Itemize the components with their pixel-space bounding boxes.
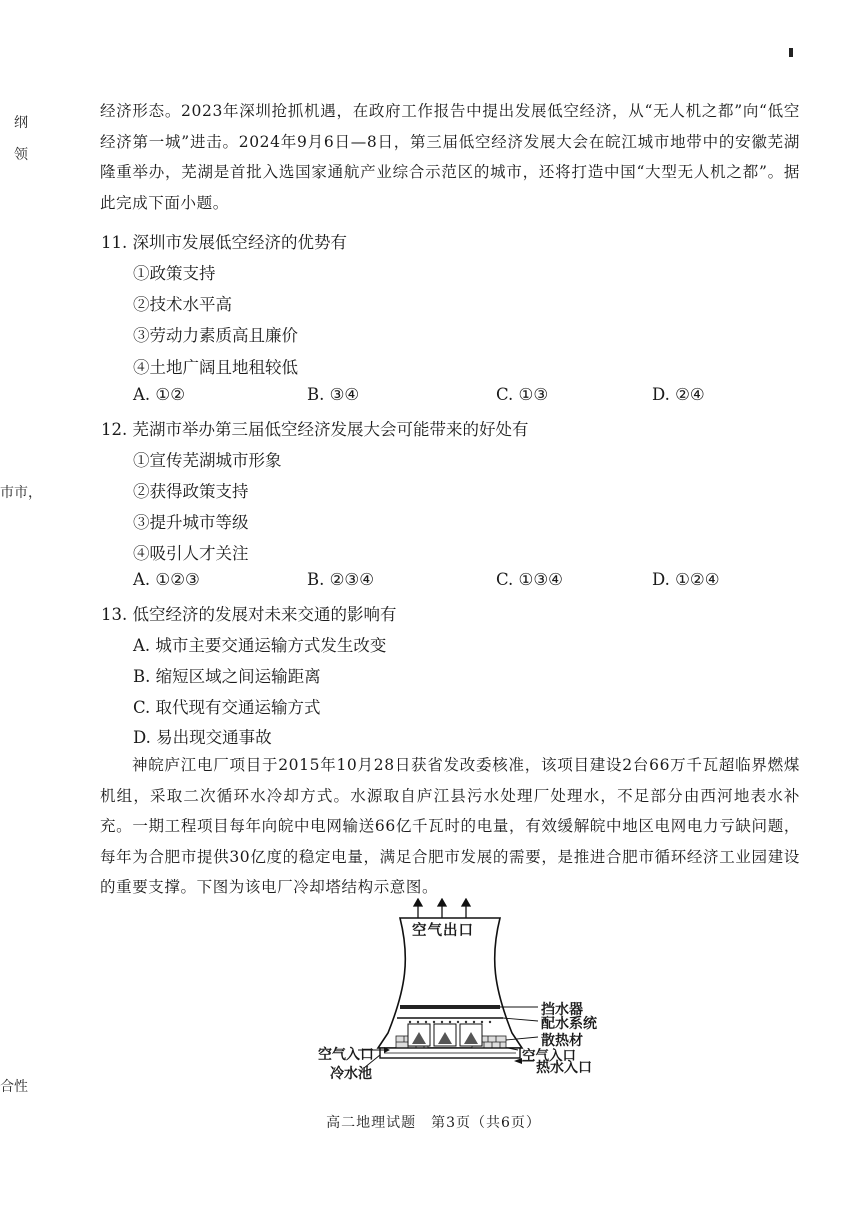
corner-mark: [789, 48, 793, 57]
question-11-stem: 11. 深圳市发展低空经济的优势有: [101, 233, 347, 252]
q11-choice-b[interactable]: B. ③④: [307, 385, 360, 404]
q11-choice-d[interactable]: D. ②④: [652, 385, 705, 404]
margin-mark-2: 领: [14, 147, 28, 163]
power-plant-paragraph: 神皖庐江电厂项目于2015年10月28日获省发改委核准，该项目建设2台66万千瓦超临界燃煤机组，采取二次循环水冷却方式。水源取自庐江县污水处理厂处理水，不足部分由西河地表水补充。一期工程项目每年向皖中电网输送66亿千瓦时的电量，有效缓解皖中地区电网电力亏缺问题，每年为合肥市提供30亿度的稳定电量，满足合肥市发展的需要，是推进合肥市循环经济工业园建设的重要支撑。下图为该电厂冷却塔结构示意图。: [100, 756, 800, 896]
label-mist-eliminator: 挡水器: [541, 1002, 583, 1018]
margin-mark-3: 巿市，: [0, 485, 42, 501]
q12-item-3: ③提升城市等级: [133, 513, 249, 532]
q13-choice-b[interactable]: B. 缩短区域之间运输距离: [133, 667, 321, 686]
air-outlet-arrows: [414, 899, 470, 918]
q12-choice-b[interactable]: B. ②③④: [307, 570, 374, 589]
q12-item-4: ④吸引人才关注: [133, 544, 249, 563]
q11-item-4: ④土地广阔且地租较低: [133, 358, 298, 377]
q11-item-1: ①政策支持: [133, 264, 216, 283]
q12-choice-c[interactable]: C. ①③④: [496, 570, 563, 589]
label-hot-water-inlet: 热水入口: [536, 1060, 592, 1076]
q11-item-2: ②技术水平高: [133, 295, 232, 314]
q13-choice-d[interactable]: D. 易出现交通事故: [133, 728, 272, 747]
label-air-inlet-right: 空气入口: [522, 1048, 576, 1064]
intro-paragraph: 经济形态。2023年深圳抢抓机遇，在政府工作报告中提出发展低空经济，从“无人机之都”向“低空经济第一城”进击。2024年9月6日—8日，第三届低空经济发展大会在皖江城市地带中的安徽芜湖隆重举办，芜湖是首批入选国家通航产业综合示范区的城市，还将打造中国“大型无人机之都”。据此完成下面小题。: [100, 102, 800, 212]
label-air-inlet-left: 空气入口: [318, 1047, 374, 1063]
q12-item-1: ①宣传芜湖城市形象: [133, 451, 282, 470]
label-air-outlet: 空气出口: [412, 922, 474, 939]
q11-choice-a[interactable]: A. ①②: [133, 385, 185, 404]
label-water-distribution: 配水系统: [541, 1016, 597, 1032]
question-13-stem: 13. 低空经济的发展对未来交通的影响有: [101, 605, 397, 624]
q11-choice-c[interactable]: C. ①③: [496, 385, 549, 404]
question-12-stem: 12. 芜湖市举办第三届低空经济发展大会可能带来的好处有: [101, 420, 529, 439]
margin-mark-1: 纲: [14, 115, 28, 131]
label-fill: 散热材: [541, 1033, 583, 1049]
q12-choice-d[interactable]: D. ①②④: [652, 570, 720, 589]
q12-choice-a[interactable]: A. ①②③: [133, 570, 200, 589]
q12-item-2: ②获得政策支持: [133, 482, 249, 501]
q11-item-3: ③劳动力素质高且廉价: [133, 326, 298, 345]
margin-mark-4: 合性: [0, 1079, 28, 1095]
label-cold-water-basin: 冷水池: [330, 1066, 372, 1082]
mist-eliminator: [400, 1005, 500, 1009]
q13-choice-c[interactable]: C. 取代现有交通运输方式: [133, 698, 321, 717]
q13-choice-a[interactable]: A. 城市主要交通运输方式发生改变: [133, 636, 387, 655]
page-footer: 高二地理试题 第3页（共6页）: [326, 1115, 541, 1131]
